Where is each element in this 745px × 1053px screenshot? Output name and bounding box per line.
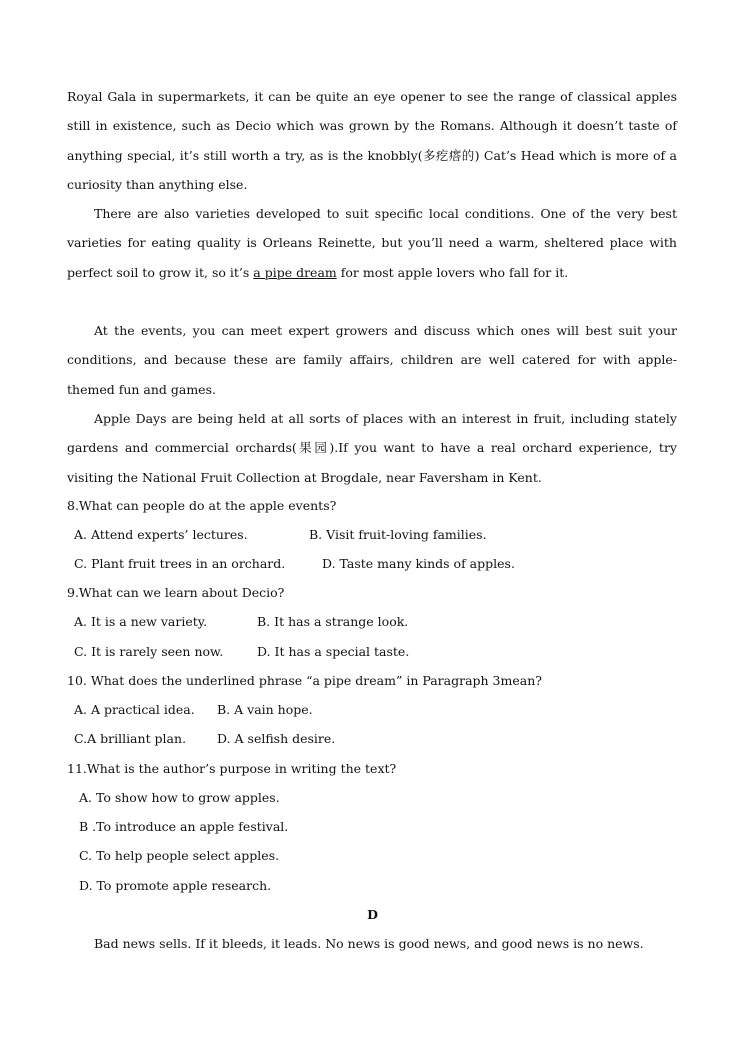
question-11-option-d: D. To promote apple research. bbox=[79, 878, 272, 893]
paragraph-2 bbox=[67, 199, 677, 287]
paragraph-3: At the events, you can meet expert growers and discuss which ones will best suit your conditions, and because these are family affairs, children are well catered for with apple-themed fun and games. bbox=[67, 323, 677, 397]
question-9-option-d: D. It has a special taste. bbox=[257, 644, 410, 659]
paragraph-2-text-start: There are also varieties developed to suit specific local conditions. One of the very best varieties for eating quality is Orleans Reinette, but you’ll need a warm, sheltered place with perfect soil to grow it, so it’s bbox=[67, 206, 677, 280]
section-heading-d: D bbox=[367, 907, 378, 922]
question-8: 8.What can people do at the apple events? bbox=[67, 498, 337, 513]
question-11-option-a: A. To show how to grow apples. bbox=[79, 790, 280, 805]
question-8-option-a: A. Attend experts’ lectures. bbox=[74, 527, 248, 542]
question-9-option-a: A. It is a new variety. bbox=[74, 614, 208, 629]
paragraph-1: Royal Gala in supermarkets, it can be quite an eye opener to see the range of classical apples still in existence, such as Decio which was grown by the Romans. Although it doesn’t taste of anything special, it’s still worth a try, as is the knobbly(多疙瘩的) Cat’s Head which is more of a curiosity than anything else. bbox=[67, 89, 677, 193]
question-8-option-c: C. Plant fruit trees in an orchard. bbox=[74, 556, 286, 571]
question-8-option-d: D. Taste many kinds of apples. bbox=[322, 556, 515, 571]
question-9: 9.What can we learn about Decio? bbox=[67, 585, 285, 600]
question-9-option-c: C. It is rarely seen now. bbox=[74, 644, 224, 659]
underlined-phrase: a pipe dream bbox=[253, 264, 337, 280]
section-d-first-line: Bad news sells. If it bleeds, it leads. No news is good news, and good news is no news. bbox=[94, 936, 644, 951]
question-10-option-a: A. A practical idea. bbox=[74, 702, 195, 717]
question-8-option-b: B. Visit fruit-loving families. bbox=[309, 527, 487, 542]
question-9-option-b: B. It has a strange look. bbox=[257, 614, 409, 629]
question-10-option-c: C.A brilliant plan. bbox=[74, 731, 187, 746]
question-10: 10. What does the underlined phrase “a pipe dream” in Paragraph 3mean? bbox=[67, 673, 542, 688]
question-10-option-b: B. A vain hope. bbox=[217, 702, 313, 717]
question-11-option-c: C. To help people select apples. bbox=[79, 848, 280, 863]
question-11: 11.What is the author’s purpose in writing the text? bbox=[67, 761, 397, 776]
paragraph-4: Apple Days are being held at all sorts of places with an interest in fruit, including stately gardens and commercial orchards(果园).If you want to have a real orchard experience, try visiting the National Fruit Collection at Brogdale, near Faversham in Kent. bbox=[67, 411, 677, 485]
question-10-option-d: D. A selfish desire. bbox=[217, 731, 336, 746]
question-11-option-b: B .To introduce an apple festival. bbox=[79, 819, 289, 834]
paragraph-2-text-end: for most apple lovers who fall for it. bbox=[336, 264, 569, 280]
